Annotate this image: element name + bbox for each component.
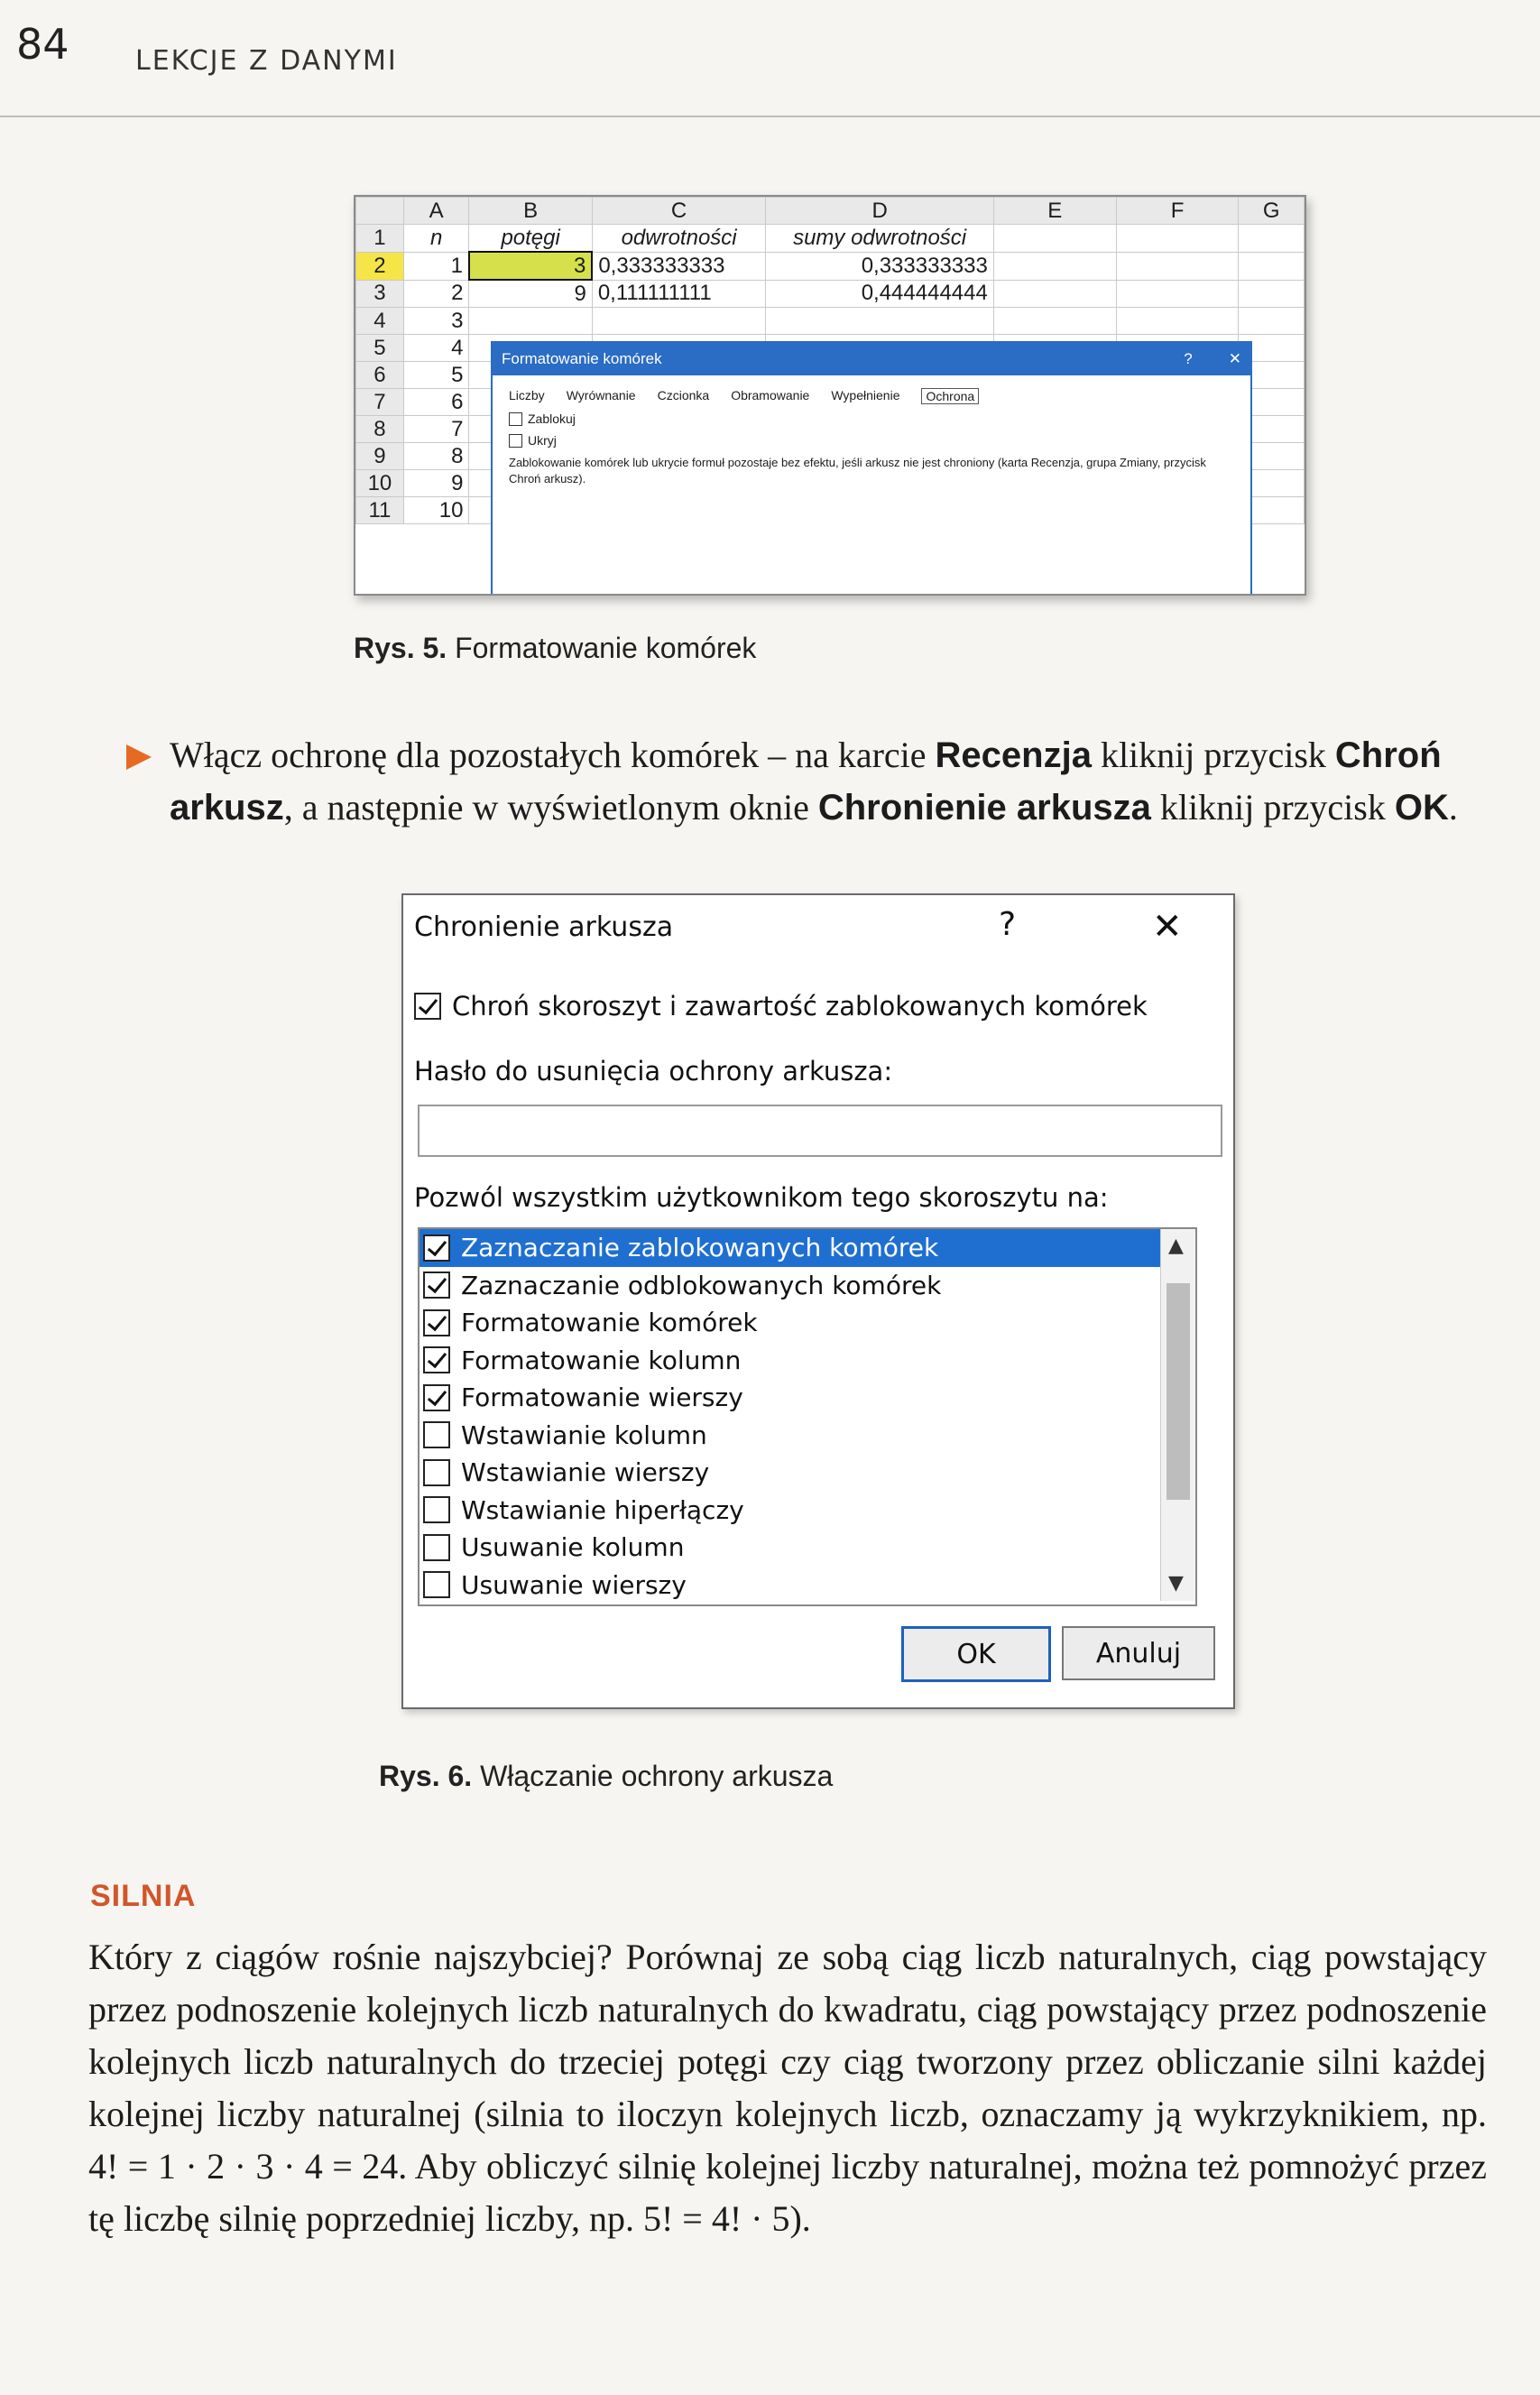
running-title: LEKCJE Z DANYMI [135, 45, 398, 77]
locked-label: Zablokuj [528, 411, 576, 426]
dialog-title: Chronienie arkusza [414, 911, 674, 943]
text: kliknij przycisk [1150, 787, 1395, 828]
section-heading: SILNIA [90, 1879, 197, 1913]
text: . [1448, 787, 1458, 828]
format-dialog-title: Formatowanie komórek [502, 350, 662, 367]
bullet-triangle-icon [126, 744, 152, 770]
permission-checkbox[interactable] [423, 1384, 450, 1411]
row-header[interactable]: 2 [356, 252, 404, 280]
cell[interactable]: 3 [403, 308, 469, 335]
tab-obramowanie[interactable]: Obramowanie [731, 388, 810, 402]
table-row [356, 225, 1305, 253]
close-icon[interactable]: ✕ [1228, 350, 1241, 367]
protect-sheet-dialog [401, 893, 1235, 1709]
format-dialog-titlebar [493, 343, 1250, 375]
permission-label: Formatowanie kolumn [461, 1345, 742, 1375]
cell[interactable]: 6 [403, 389, 469, 416]
cell[interactable]: 10 [403, 497, 469, 524]
cell[interactable]: 4 [403, 335, 469, 362]
tab-liczby[interactable]: Liczby [509, 388, 545, 402]
cell[interactable] [1116, 252, 1239, 280]
help-icon[interactable]: ? [1184, 350, 1193, 367]
bold-term: OK [1394, 788, 1449, 828]
cell[interactable] [1116, 225, 1239, 253]
text: kliknij przycisk [1091, 735, 1335, 775]
protection-note: Zablokowanie komórek lub ukrycie formuł pozostaje bez efektu, jeśli arkusz nie jest chroniony (karta Recenzja, grupa Zmiany, przycisk Chroń arkusz). [509, 456, 1206, 485]
cell[interactable]: 1 [403, 252, 469, 280]
cell[interactable]: 9 [469, 280, 592, 308]
cell[interactable] [1239, 225, 1305, 253]
section-body: Który z ciągów rośnie najszybciej? Porównaj ze sobą ciąg liczb naturalnych, ciąg powstający przez podnoszenie kolejnych liczb naturalnych do kwadratu, ciąg powstający przez podnoszenie kolejnych liczb naturalnych do trzeciej potęgi czy ciąg tworzony przez obliczanie silni każdej kolejnej liczby naturalnej (silnia to iloczyn kolejnych liczb, oznaczamy ją wykrzyknikiem, np. 4! = 1 · 2 · 3 · 4 = 24. Aby obliczyć silnię kolejnej liczby naturalnej, można też pomnożyć przez tę liczbę silnię poprzedniej liczby, np. 5! = 4! · 5). [88, 1937, 1487, 2239]
col-header-e[interactable]: E [993, 198, 1116, 225]
format-dialog-tabs [493, 375, 1250, 408]
list-item[interactable] [420, 1529, 1195, 1567]
figure-5-screenshot [354, 195, 1306, 596]
col-header-f[interactable]: F [1116, 198, 1239, 225]
row-header[interactable]: 5 [356, 335, 404, 362]
list-item[interactable] [420, 1304, 1195, 1342]
row-header[interactable]: 4 [356, 308, 404, 335]
cell[interactable]: potęgi [469, 225, 592, 253]
permission-label: Zaznaczanie odblokowanych komórek [461, 1270, 942, 1300]
corner-cell[interactable] [356, 198, 404, 225]
col-header-d[interactable]: D [766, 198, 993, 225]
cell[interactable]: sumy odwrotności [766, 225, 993, 253]
permission-checkbox[interactable] [423, 1309, 450, 1336]
password-label: Hasło do usunięcia ochrony arkusza: [414, 1056, 893, 1087]
locked-checkbox-row[interactable] [493, 408, 1250, 430]
hidden-checkbox-row[interactable] [493, 430, 1250, 451]
text: , a następnie w wyświetlonym oknie [283, 787, 818, 828]
list-item[interactable] [420, 1492, 1195, 1530]
list-scrollbar[interactable] [1160, 1229, 1195, 1601]
permission-checkbox[interactable] [423, 1234, 450, 1262]
permission-checkbox[interactable] [423, 1496, 450, 1523]
permission-label: Wstawianie kolumn [461, 1419, 707, 1450]
table-row [356, 252, 1305, 280]
list-item[interactable] [420, 1267, 1195, 1305]
list-item[interactable] [420, 1417, 1195, 1455]
locked-checkbox[interactable] [509, 412, 522, 426]
tab-czcionka[interactable]: Czcionka [657, 388, 710, 402]
cell[interactable] [993, 252, 1116, 280]
row-header[interactable]: 11 [356, 497, 404, 524]
cell[interactable] [1239, 280, 1305, 308]
bold-term: Chronienie arkusza [817, 788, 1151, 828]
figure-5-caption [354, 632, 756, 665]
cell[interactable]: 0,111111111 [592, 280, 766, 308]
row-header[interactable]: 3 [356, 280, 404, 308]
row-header[interactable]: 10 [356, 470, 404, 497]
protect-workbook-row[interactable] [414, 991, 1148, 1022]
list-item[interactable] [420, 1454, 1195, 1492]
permission-checkbox[interactable] [423, 1271, 450, 1299]
table-row [356, 308, 1305, 335]
page-number: 84 [16, 20, 69, 69]
bold-term: Recenzja [935, 735, 1092, 775]
col-header-a[interactable]: A [403, 198, 469, 225]
header-rule [0, 116, 1540, 117]
list-item[interactable] [420, 1379, 1195, 1417]
list-item[interactable] [420, 1567, 1195, 1604]
password-input[interactable] [418, 1105, 1222, 1157]
cell[interactable]: 7 [403, 416, 469, 443]
protect-label: Chroń skoroszyt i zawartość zablokowanych komórek [452, 991, 1148, 1022]
close-icon[interactable]: ✕ [1152, 906, 1183, 948]
scroll-down-icon[interactable]: ▼ [1168, 1572, 1184, 1595]
bold-term: Chroń arkusz [170, 735, 1442, 828]
permission-checkbox[interactable] [423, 1534, 450, 1561]
tab-ochrona[interactable]: Ochrona [921, 388, 979, 404]
row-header[interactable]: 6 [356, 362, 404, 389]
cell[interactable]: 0,333333333 [766, 252, 993, 280]
permission-label: Formatowanie wierszy [461, 1382, 743, 1413]
col-header-g[interactable]: G [1239, 198, 1305, 225]
cell[interactable]: 9 [403, 470, 469, 497]
cell[interactable]: 8 [403, 443, 469, 470]
cell[interactable]: n [403, 225, 469, 253]
tab-wyrownanie[interactable]: Wyrównanie [566, 388, 636, 402]
hidden-label: Ukryj [528, 433, 557, 448]
list-item[interactable] [420, 1342, 1195, 1380]
caption-text: Formatowanie komórek [455, 632, 757, 664]
tab-wypelnienie[interactable]: Wypełnienie [831, 388, 900, 402]
row-header[interactable]: 8 [356, 416, 404, 443]
cancel-button[interactable]: Anuluj [1062, 1626, 1215, 1680]
cell[interactable] [1239, 252, 1305, 280]
permission-label: Usuwanie wierszy [461, 1569, 687, 1600]
list-item[interactable] [420, 1229, 1195, 1267]
cell[interactable] [993, 280, 1116, 308]
permission-label: Zaznaczanie zablokowanych komórek [461, 1233, 939, 1263]
table-row [356, 280, 1305, 308]
cell[interactable] [993, 225, 1116, 253]
caption-text: Włączanie ochrony arkusza [480, 1760, 834, 1792]
caption-label: Rys. 6. [379, 1760, 473, 1792]
column-header-row [356, 198, 1305, 225]
cell[interactable]: 2 [403, 280, 469, 308]
format-cells-dialog [491, 341, 1252, 596]
ok-button[interactable]: OK [901, 1626, 1051, 1682]
protect-checkbox[interactable] [414, 993, 441, 1020]
row-header[interactable]: 7 [356, 389, 404, 416]
cell[interactable] [1116, 280, 1239, 308]
cell[interactable]: odwrotności [592, 225, 766, 253]
permission-label: Wstawianie hiperłączy [461, 1494, 744, 1525]
permissions-list[interactable] [418, 1227, 1197, 1606]
cell[interactable]: 5 [403, 362, 469, 389]
scroll-up-icon[interactable]: ▲ [1168, 1234, 1184, 1257]
permission-checkbox[interactable] [423, 1459, 450, 1486]
permission-checkbox[interactable] [423, 1421, 450, 1448]
permission-label: Formatowanie komórek [461, 1308, 758, 1338]
col-header-c[interactable]: C [592, 198, 766, 225]
help-icon[interactable]: ? [999, 906, 1017, 943]
permission-checkbox[interactable] [423, 1346, 450, 1373]
permission-checkbox[interactable] [423, 1571, 450, 1598]
scroll-thumb[interactable] [1167, 1283, 1190, 1500]
row-header[interactable]: 9 [356, 443, 404, 470]
active-cell[interactable]: 3 [469, 252, 592, 280]
text: Włącz ochronę dla pozostałych komórek – na karcie [170, 735, 936, 775]
cell[interactable]: 0,444444444 [766, 280, 993, 308]
hidden-checkbox[interactable] [509, 434, 522, 448]
row-header[interactable]: 1 [356, 225, 404, 253]
instruction-paragraph [170, 729, 1523, 834]
permissions-label: Pozwól wszystkim użytkownikom tego skoroszytu na: [414, 1182, 1109, 1213]
permission-label: Usuwanie kolumn [461, 1532, 685, 1563]
col-header-b[interactable]: B [469, 198, 592, 225]
cell[interactable]: 0,333333333 [592, 252, 766, 280]
permission-label: Wstawianie wierszy [461, 1457, 710, 1488]
caption-label: Rys. 5. [354, 632, 447, 664]
figure-6-caption [379, 1760, 833, 1793]
